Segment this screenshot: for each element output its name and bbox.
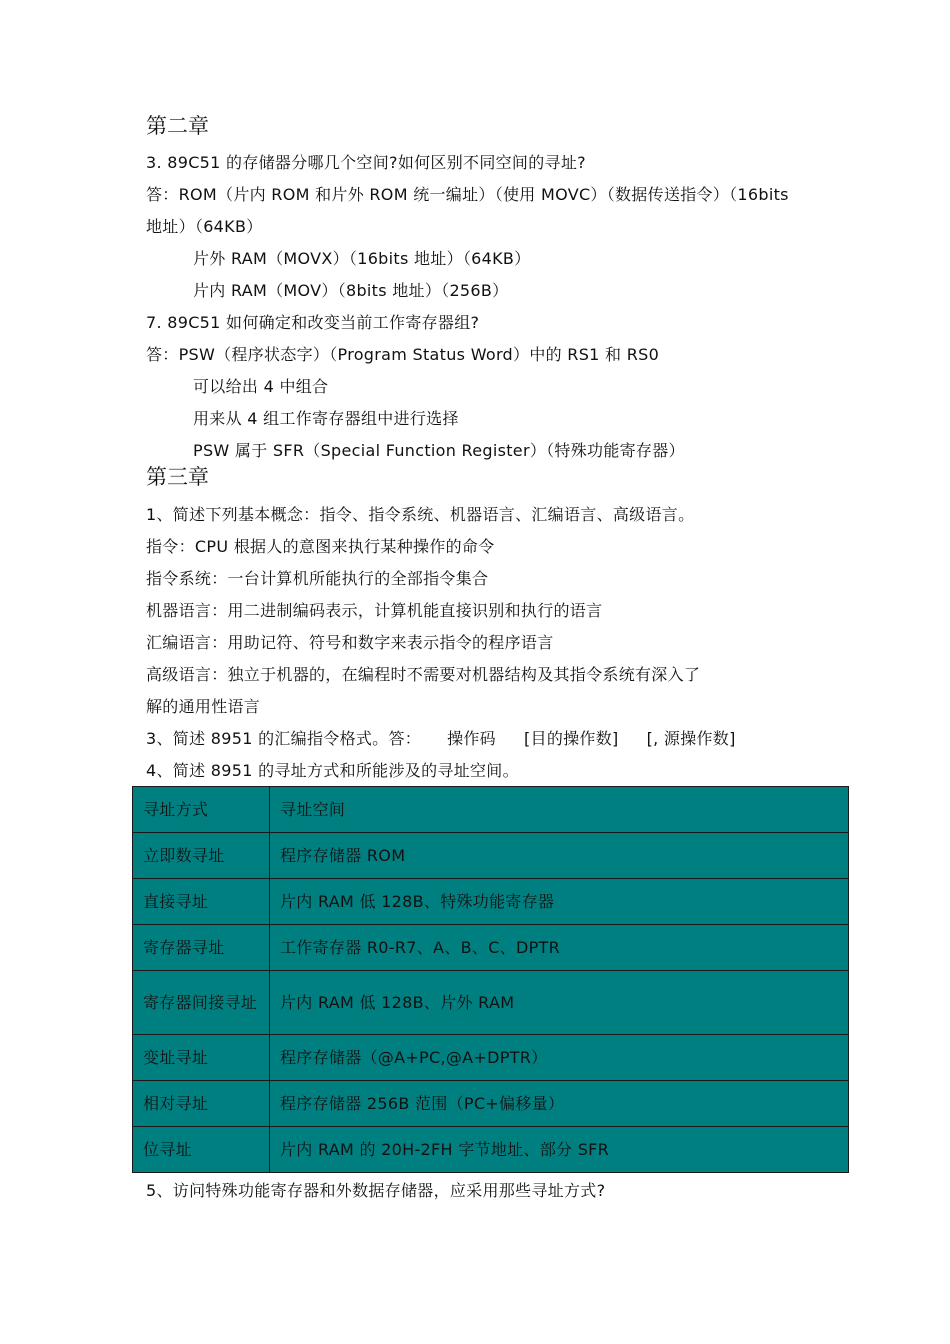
table-cell-mode: 相对寻址 [133,1081,270,1127]
table-cell-space: 程序存储器 ROM [270,833,849,879]
chapter-2-heading: 第二章 [146,114,209,138]
question-3-prefix: 3、简述 8951 的汇编指令格式。答： [146,729,422,748]
definition-machine-language: 机器语言：用二进制编码表示，计算机能直接识别和执行的语言 [146,601,603,620]
table-header-cell: 寻址空间 [270,787,849,833]
answer-3-line-4: 片内 RAM（MOV）（8bits 地址）（256B） [193,281,509,300]
table-row [133,1035,849,1081]
table-row [133,971,849,1035]
table-cell-space: 程序存储器 256B 范围（PC+偏移量） [270,1081,849,1127]
answer-7-line-2: 可以给出 4 中组合 [193,377,329,396]
format-opcode: 操作码 [447,729,496,748]
question-7: 7. 89C51 如何确定和改变当前工作寄存器组? [146,313,480,332]
chapter-3-heading: 第三章 [146,465,209,489]
answer-3-line-3: 片外 RAM（MOVX）（16bits 地址）（64KB） [193,249,531,268]
format-destination-operand: [目的操作数] [523,729,619,748]
table-header-row [133,787,849,833]
table-cell-mode: 位寻址 [133,1127,270,1173]
answer-3-line-2: 地址）（64KB） [146,217,263,236]
definition-instruction: 指令：CPU 根据人的意图来执行某种操作的命令 [146,537,495,556]
table-cell-space: 程序存储器（@A+PC,@A+DPTR） [270,1035,849,1081]
table-cell-mode: 直接寻址 [133,879,270,925]
table-row [133,925,849,971]
table-row [133,879,849,925]
table-cell-mode: 寄存器间接寻址 [133,971,270,1035]
instruction-format [447,728,736,750]
definition-high-level-line-2: 解的通用性语言 [146,697,261,716]
question-5: 5、访问特殊功能寄存器和外数据存储器，应采用那些寻址方式? [146,1181,606,1200]
question-3-format [146,728,736,750]
table-row [133,1081,849,1127]
table-cell-space: 片内 RAM 低 128B、片外 RAM [270,971,849,1035]
addressing-table [132,786,849,1173]
table-cell-mode: 寄存器寻址 [133,925,270,971]
answer-7-line-3: 用来从 4 组工作寄存器组中进行选择 [193,409,459,428]
answer-7-line-4: PSW 属于 SFR（Special Function Register）（特殊功能寄存器） [193,441,685,460]
question-4: 4、简述 8951 的寻址方式和所能涉及的寻址空间。 [146,761,519,780]
question-3: 3. 89C51 的存储器分哪几个空间?如何区别不同空间的寻址? [146,153,586,172]
table-header-cell: 寻址方式 [133,787,270,833]
table-cell-space: 片内 RAM 低 128B、特殊功能寄存器 [270,879,849,925]
answer-3-line-1: 答：ROM（片内 ROM 和片外 ROM 统一编址）（使用 MOVC）（数据传送指令）（16bits [146,185,789,204]
question-1: 1、简述下列基本概念：指令、指令系统、机器语言、汇编语言、高级语言。 [146,505,695,524]
definition-assembly-language: 汇编语言：用助记符、符号和数字来表示指令的程序语言 [146,633,554,652]
table-row [133,833,849,879]
table-cell-mode: 立即数寻址 [133,833,270,879]
table-row [133,1127,849,1173]
definition-high-level-line-1: 高级语言：独立于机器的，在编程时不需要对机器结构及其指令系统有深入了 [146,665,701,684]
answer-7-line-1: 答：PSW（程序状态字）（Program Status Word）中的 RS1 和 RS0 [146,345,660,364]
table-cell-space: 工作寄存器 R0-R7、A、B、C、DPTR [270,925,849,971]
table-cell-mode: 变址寻址 [133,1035,270,1081]
table-cell-space: 片内 RAM 的 20H-2FH 字节地址、部分 SFR [270,1127,849,1173]
format-source-operand: [, 源操作数] [646,729,736,748]
definition-instruction-system: 指令系统：一台计算机所能执行的全部指令集合 [146,569,489,588]
